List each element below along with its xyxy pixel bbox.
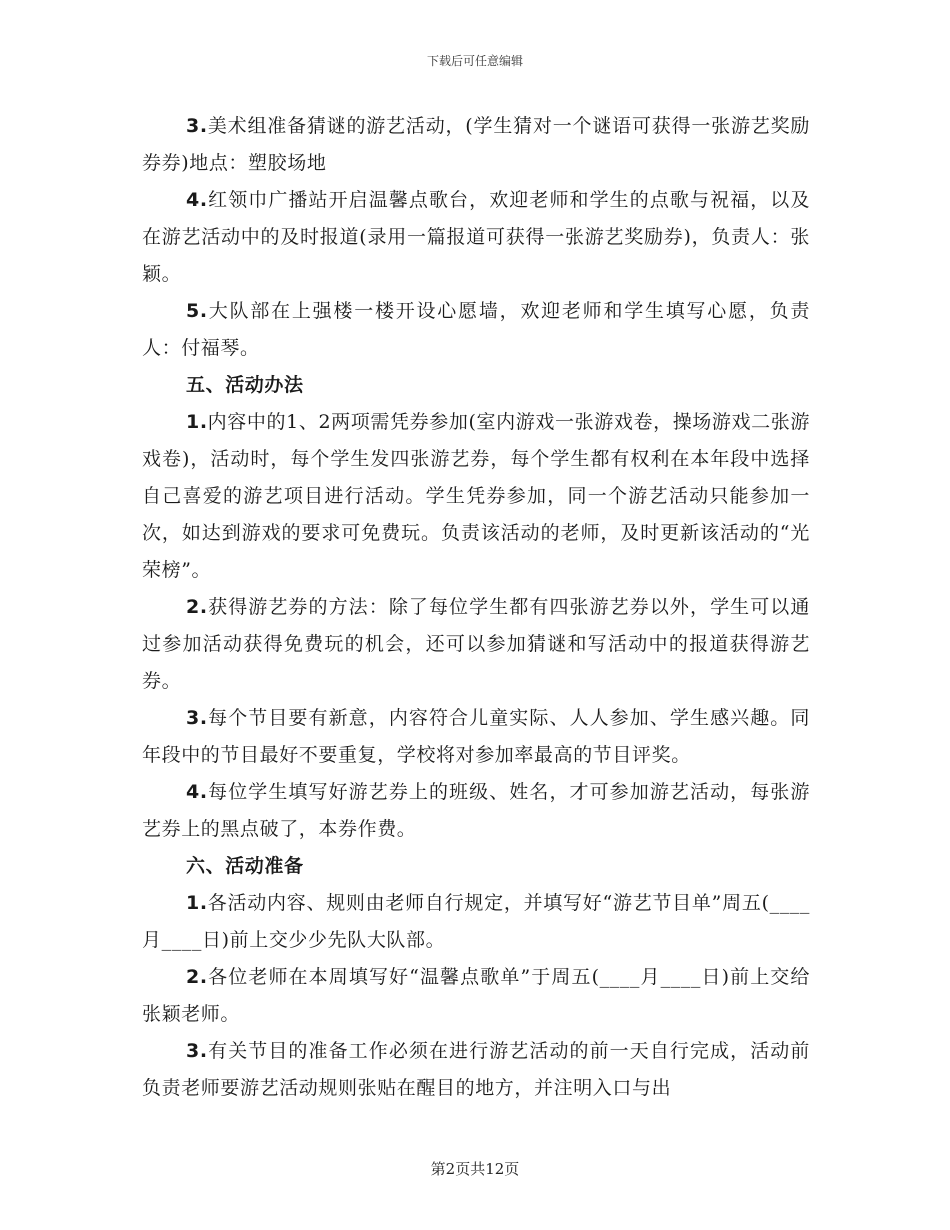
list-item [142, 959, 810, 1033]
item-text: 获得游艺券的方法：除了每位学生都有四张游艺券以外，学生可以通过参加活动获得免费玩的机会，还可以参加猜谜和写活动中的报道获得游艺券。 [142, 596, 810, 692]
item-number: 3. [186, 707, 208, 729]
section-heading: 六、活动准备 [186, 855, 304, 877]
list-item [142, 404, 810, 589]
item-text: 每个节目要有新意，内容符合儿童实际、人人参加、学生感兴趣。同年段中的节目最好不要重复，学校将对参加率最高的节目评奖。 [142, 707, 810, 766]
item-number: 1. [186, 411, 208, 433]
document-body [142, 108, 810, 1107]
item-text: 各位老师在本周填写好“温馨点歌单”于周五(____月____日)前上交给张颖老师。 [142, 966, 810, 1025]
item-text: 各活动内容、规则由老师自行规定，并填写好“游艺节目单”周五(____月____日)前上交少少先队大队部。 [142, 892, 810, 951]
item-number: 2. [186, 596, 208, 618]
item-text: 有关节目的准备工作必须在进行游艺活动的前一天自行完成，活动前负责老师要游艺活动规则张贴在醒目的地方，并注明入口与出 [142, 1040, 810, 1099]
list-item [142, 774, 810, 848]
item-text: 内容中的1、2两项需凭券参加(室内游戏一张游戏卷，操场游戏二张游戏卷)，活动时，每个学生发四张游艺券，每个学生都有权利在本年段中选择自己喜爱的游艺项目进行活动。学生凭券参加，同一个游艺活动只能参加一次，如达到游戏的要求可免费玩。负责该活动的老师，及时更新该活动的“光荣榜”。 [142, 411, 810, 581]
item-number: 3. [186, 1040, 208, 1062]
item-number: 5. [186, 300, 208, 322]
item-number: 1. [186, 892, 208, 914]
list-item [142, 885, 810, 959]
item-number: 2. [186, 966, 208, 988]
item-text: 每位学生填写好游艺券上的班级、姓名，才可参加游艺活动，每张游艺券上的黑点破了，本券作费。 [142, 781, 810, 840]
item-number: 4. [186, 189, 208, 211]
item-text: 红领巾广播站开启温馨点歌台，欢迎老师和学生的点歌与祝福，以及在游艺活动中的及时报道(录用一篇报道可获得一张游艺奖励券)，负责人：张颖。 [142, 189, 810, 285]
list-item [142, 293, 810, 367]
item-text: 美术组准备猜谜的游艺活动，(学生猜对一个谜语可获得一张游艺奖励券券)地点：塑胶场地 [142, 115, 810, 174]
item-text: 大队部在上强楼一楼开设心愿墙，欢迎老师和学生填写心愿，负责人：付福琴。 [142, 300, 810, 359]
list-item [142, 1033, 810, 1107]
page-header: 下载后可任意编辑 [426, 54, 523, 68]
item-number: 3. [186, 115, 208, 137]
list-item [142, 108, 810, 182]
list-item [142, 700, 810, 774]
list-item [142, 182, 810, 293]
item-number: 4. [186, 781, 208, 803]
page-footer: 第2页共12页 [430, 1160, 520, 1178]
section-heading: 五、活动办法 [186, 374, 304, 396]
list-item [142, 589, 810, 700]
